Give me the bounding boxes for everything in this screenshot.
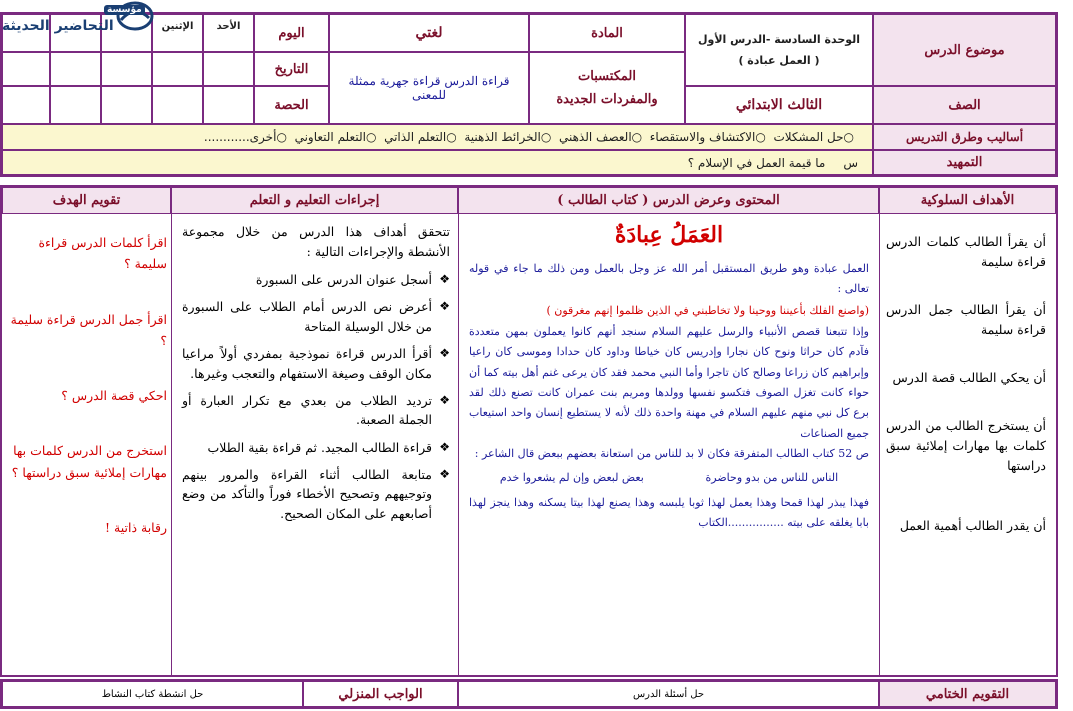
date-cell-3 xyxy=(101,52,152,86)
outcomes-label-line2: والمفردات الجديدة xyxy=(556,92,658,107)
grade-label: الصف xyxy=(873,86,1056,124)
period-cell-5 xyxy=(2,86,50,124)
evaluation-item: اقرأ جمل الدرس قراءة سليمة ؟ xyxy=(10,311,167,348)
date-cell-1 xyxy=(203,52,254,86)
logo-line1: مؤسسة xyxy=(104,5,145,15)
procedure-item: ❖ أقرأ الدرس قراءة نموذجية بمفردي أولاً مراعيا مكان الوقف وصيغة الاستفهام والتعجب وغيرها. xyxy=(182,344,450,383)
period-cell-2 xyxy=(152,86,203,124)
content-title: العَمَلُ عِبادَةٌ xyxy=(614,222,724,248)
evaluation-item: استخرج من الدرس كلمات بها مهارات إملائية سبق دراستها ؟ xyxy=(11,443,167,480)
period-cell-1 xyxy=(203,86,254,124)
procedure-item: ❖ قراءة الطالب المجيد. ثم قراءة بقية الطلاب xyxy=(182,438,450,457)
content-poem xyxy=(469,468,869,488)
objective-item: أن يقرأ الطالب جمل الدرس قراءة سليمة xyxy=(886,302,1046,337)
evaluation-item: احكي قصة الدرس ؟ xyxy=(61,388,167,403)
date-cell-5 xyxy=(2,52,50,86)
evaluation-item: رقابة ذاتية ! xyxy=(105,519,167,535)
intro-prefix: س xyxy=(843,155,858,170)
homework-value: حل انشطة كتاب النشاط xyxy=(2,681,303,707)
content-quran: (واصنع الفلك بأعيننا ووحينا ولا تخاطبني في الذين ظلموا إنهم مغرقون ) xyxy=(546,304,869,318)
procedure-item: ❖ متابعة الطالب أثناء القراءة والمرور بينهم وتوجيههم وتصحيح الأخطاء فوراً والتأكد من وضع أصابعهم على المكان الصحيح. xyxy=(182,465,450,523)
poem-hemistich-left: بعض لبعض وإن لم يشعروا خدم xyxy=(499,471,644,485)
col-header-objectives: الأهداف السلوكية xyxy=(879,187,1056,214)
objective-item: أن يقدر الطالب أهمية العمل xyxy=(899,518,1046,533)
objective-item: أن يستخرج الطالب من الدرس كلمات بها مهارات إملائية سبق دراستها xyxy=(886,418,1046,473)
day-cell-1: الأحد xyxy=(203,14,254,52)
content-paragraph-1: العمل عبادة وهو طريق المستقبل أمر الله عز وجل بالعمل ومن ذلك ما جاء في قوله تعالى : xyxy=(469,261,869,296)
content-paragraph-4: فهذا يبذر لهذا قمحا وهذا يعمل لهذا ثوبا يلبسه وهذا يصنع لهذا بيتا يسكنه وهذا ينجز لهذا بابا يغلقه على بيته ................الكتاب xyxy=(469,495,869,529)
col-header-content: المحتوى وعرض الدرس ( كتاب الطالب ) xyxy=(458,187,879,214)
intro-value xyxy=(2,150,873,175)
content-paragraph-2: وإذا تتبعنا قصص الأنبياء والرسل عليهم السلام سنجد أنهم كانوا يعملون بمهن متعددة فآدم كان حراثا ونوح كان نجارا وإدريس كان خياطا وداود كان حدادا وموسى كان راعيا وإبراهيم كان زراعا وصالح كان تاجرا وأما النبي محمد فقد كان يرعى غنم أهل بيته كما أن حواء كانت تغزل الصوف فتكسو نفسها وولدها ومريم بنت عمران كانت تصنع ذلك لقد برع كل نبي منهم عليهم السلام في مهنة واحدة ذلك لأنه لا يستطيع إنسان واحد استيعاب جميع الصناعات xyxy=(469,324,869,440)
procedures-intro: تتحقق أهداف هذا الدرس من خلال مجموعة الأنشطة والإجراءات التالية : xyxy=(182,224,450,259)
method-item-5: ○التعلم الذاتي xyxy=(384,130,457,144)
period-label: الحصة xyxy=(254,86,329,124)
lesson-topic-label: موضوع الدرس xyxy=(873,14,1056,86)
procedure-item: ❖ ترديد الطلاب من بعدي مع تكرار العبارة أو الجملة الصعبة. xyxy=(182,391,450,430)
date-cell-2 xyxy=(152,52,203,86)
method-item-3: ○العصف الذهني xyxy=(558,130,643,144)
intro-label: التمهيد xyxy=(873,150,1056,175)
period-cell-3 xyxy=(101,86,152,124)
procedures-column xyxy=(171,214,458,675)
procedures-list xyxy=(182,270,450,523)
grade-value: الثالث الابتدائي xyxy=(685,86,873,124)
logo-line2: التحاضير الحديثة xyxy=(2,18,114,34)
outcomes-value: قراءة الدرس قراءة جهرية ممثلة للمعنى xyxy=(329,52,529,124)
method-item-2: ○الاكتشاف والاستقصاء xyxy=(649,130,766,144)
main-table xyxy=(0,185,1058,677)
lesson-topic-line1: الوحدة السادسة -الدرس الأول xyxy=(697,33,861,46)
subject-value: لغتي xyxy=(329,14,529,52)
objective-item: أن يحكي الطالب قصة الدرس xyxy=(892,370,1046,385)
logo xyxy=(0,0,160,40)
procedure-item: ❖ أسجل عنوان الدرس على السبورة xyxy=(182,270,450,289)
methods-value xyxy=(2,124,873,150)
footer-table xyxy=(0,679,1058,709)
col-header-procedures: إجراءات التعليم و التعلم xyxy=(171,187,458,214)
outcomes-label-line1: المكتسبات xyxy=(578,69,636,84)
method-item-1: ○حل المشكلات xyxy=(773,130,854,144)
evaluation-column xyxy=(2,214,171,675)
day-label: اليوم xyxy=(254,14,329,52)
method-item-7: ○أخرى............ xyxy=(203,130,287,144)
evaluation-item: اقرأ كلمات الدرس قراءة سليمة ؟ xyxy=(38,235,167,272)
subject-label: المادة xyxy=(529,14,685,52)
date-label: التاريخ xyxy=(254,52,329,86)
final-evaluation-label: التقويم الختامي xyxy=(879,681,1056,707)
objectives-column xyxy=(879,214,1056,675)
procedure-item: ❖ أعرض نص الدرس أمام الطلاب على السبورة من خلال الوسيلة المتاحة xyxy=(182,297,450,336)
col-header-evaluation: تقويم الهدف xyxy=(2,187,171,214)
method-item-6: ○التعلم التعاوني xyxy=(294,130,377,144)
content-column xyxy=(458,214,879,675)
poem-hemistich-right: الناس للناس من بدو وحاضرة xyxy=(705,471,839,485)
intro-question: ما قيمة العمل في الإسلام ؟ xyxy=(687,155,826,170)
period-cell-4 xyxy=(50,86,101,124)
method-item-4: ○الخرائط الذهنية xyxy=(464,130,552,144)
content-paragraph-3: ص 52 كتاب الطالب المتفرقة فكان لا بد للناس من استعانة بعضهم ببعض قال الشاعر : xyxy=(474,446,869,460)
lesson-topic-value xyxy=(685,14,873,86)
lesson-topic-line2: ( العمل عبادة ) xyxy=(738,54,820,67)
day-cell-2: الإثنين xyxy=(152,14,203,52)
homework-label: الواجب المنزلي xyxy=(303,681,458,707)
objective-item: أن يقرأ الطالب كلمات الدرس قراءة سليمة xyxy=(886,234,1046,269)
outcomes-label xyxy=(529,52,685,124)
final-evaluation-value: حل أسئلة الدرس xyxy=(458,681,879,707)
date-cell-4 xyxy=(50,52,101,86)
methods-label: أساليب وطرق التدريس xyxy=(873,124,1056,150)
